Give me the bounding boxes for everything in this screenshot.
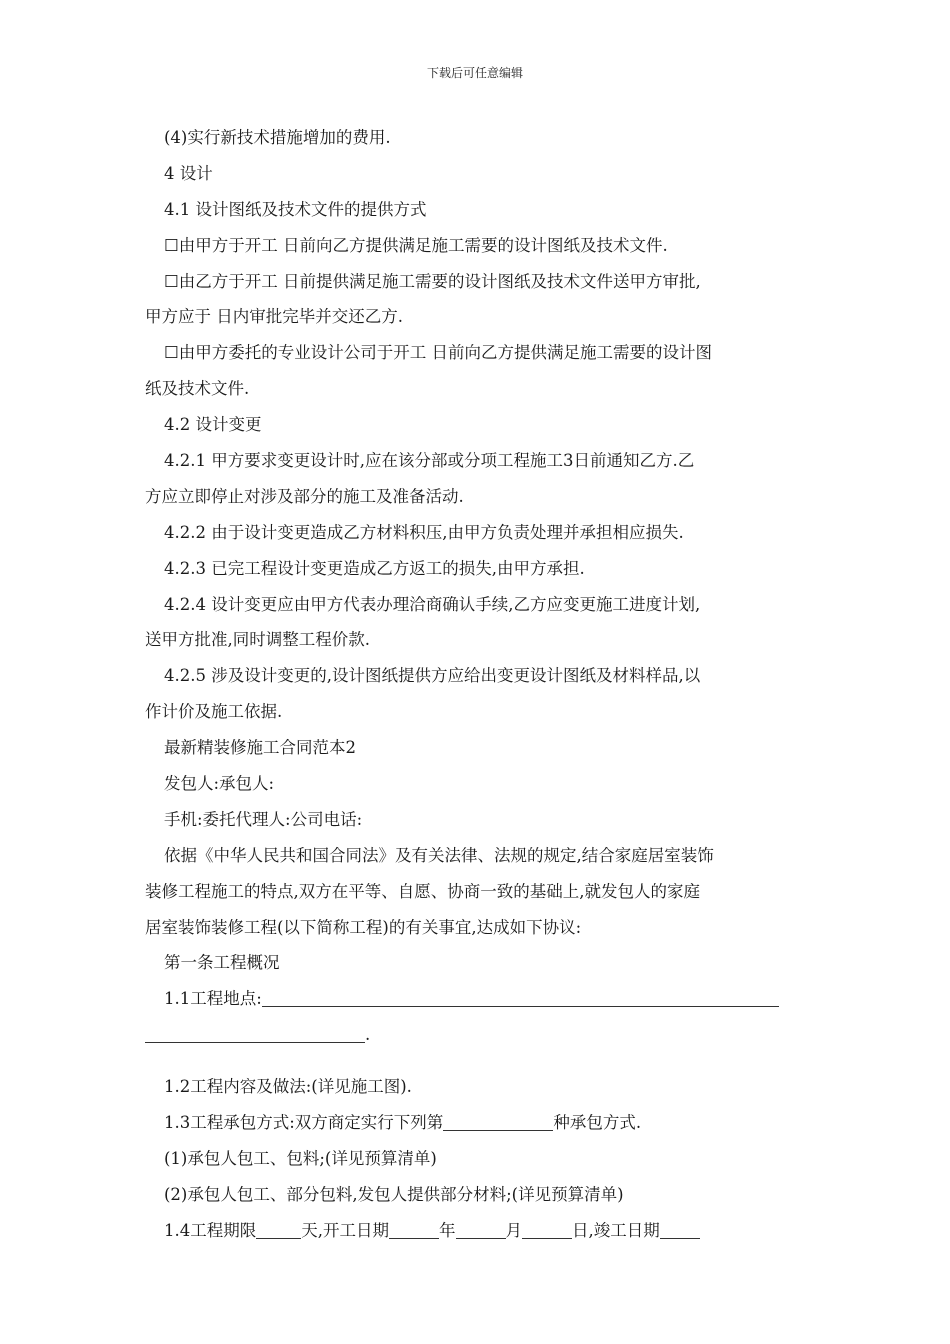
project-location-line xyxy=(145,981,807,1017)
paragraph-line: 作计价及施工依据. xyxy=(145,702,283,722)
line-end-period: . xyxy=(365,1025,371,1045)
year-label: 年 xyxy=(439,1220,456,1240)
project-location-continuation xyxy=(145,1017,807,1053)
paragraph-line: 方应立即停止对涉及部分的施工及准备活动. xyxy=(145,486,464,506)
paragraph-line: 装修工程施工的特点,双方在平等、自愿、协商一致的基础上,就发包人的家庭 xyxy=(145,881,700,901)
document-body xyxy=(145,120,807,1249)
contract-mode-blank xyxy=(443,1112,553,1131)
list-item: (1)承包人包工、包料;(详见预算清单) xyxy=(164,1148,437,1168)
contract-mode-label: 1.3工程承包方式:双方商定实行下列第 xyxy=(164,1113,444,1133)
month-blank xyxy=(456,1220,506,1239)
project-location-blank-cont xyxy=(145,1024,365,1043)
paragraph-line: 纸及技术文件. xyxy=(145,379,250,399)
paragraph-line: 1.2工程内容及做法:(详见施工图). xyxy=(164,1077,412,1097)
paragraph-line: 4.2.2 由于设计变更造成乙方材料积压,由甲方负责处理并承担相应损失. xyxy=(164,522,684,542)
day-label: 日,竣工日期 xyxy=(572,1220,660,1240)
subsection-heading: 4.2 设计变更 xyxy=(164,415,262,435)
list-item: (2)承包人包工、部分包料,发包人提供部分材料;(详见预算清单) xyxy=(164,1184,624,1204)
paragraph-line: 4.2.4 设计变更应由甲方代表办理洽商确认手续,乙方应变更施工进度计划, xyxy=(164,594,701,614)
paragraph-gap xyxy=(145,1053,807,1069)
party-line: 发包人:承包人: xyxy=(164,774,275,794)
contract-mode-line xyxy=(145,1105,807,1141)
section-heading: 4 设计 xyxy=(164,163,213,183)
year-blank xyxy=(389,1220,439,1239)
start-date-label: 天,开工日期 xyxy=(301,1220,389,1240)
article-heading: 第一条工程概况 xyxy=(164,953,280,973)
days-blank xyxy=(256,1220,301,1239)
paragraph-line: 送甲方批准,同时调整工程价款. xyxy=(145,630,370,650)
paragraph-line: 居室装饰装修工程(以下简称工程)的有关事宜,达成如下协议: xyxy=(145,917,582,937)
project-location-label: 1.1工程地点: xyxy=(164,989,262,1009)
page-header: 下载后可任意编辑 xyxy=(426,66,523,80)
month-label: 月 xyxy=(505,1220,522,1240)
paragraph-line: 甲方应于 日内审批完毕并交还乙方. xyxy=(145,307,403,327)
checkbox-option-2: ☐由乙方于开工 日前提供满足施工需要的设计图纸及技术文件送甲方审批, xyxy=(164,271,701,291)
day-blank xyxy=(522,1220,572,1239)
paragraph-line: 依据《中华人民共和国合同法》及有关法律、法规的规定,结合家庭居室装饰 xyxy=(164,845,714,865)
paragraph-line: (4)实行新技术措施增加的费用. xyxy=(164,128,391,147)
contact-line: 手机:委托代理人:公司电话: xyxy=(164,809,363,829)
project-period-line xyxy=(145,1213,807,1249)
checkbox-option-1: ☐由甲方于开工 日前向乙方提供满足施工需要的设计图纸及技术文件. xyxy=(164,235,668,255)
period-label: 1.4工程期限 xyxy=(164,1220,257,1240)
document-title: 最新精装修施工合同范本2 xyxy=(164,738,356,758)
project-location-blank xyxy=(262,988,779,1007)
checkbox-option-3: ☐由甲方委托的专业设计公司于开工 日前向乙方提供满足施工需要的设计图 xyxy=(164,343,713,363)
contract-mode-suffix: 种承包方式. xyxy=(553,1113,642,1133)
completion-date-blank xyxy=(660,1220,700,1239)
subsection-heading: 4.1 设计图纸及技术文件的提供方式 xyxy=(164,199,427,219)
paragraph-line: 4.2.5 涉及设计变更的,设计图纸提供方应给出变更设计图纸及材料样品,以 xyxy=(164,666,701,686)
paragraph-line: 4.2.1 甲方要求变更设计时,应在该分部或分项工程施工3日前通知乙方.乙 xyxy=(164,451,695,471)
paragraph-line: 4.2.3 已完工程设计变更造成乙方返工的损失,由甲方承担. xyxy=(164,558,585,578)
